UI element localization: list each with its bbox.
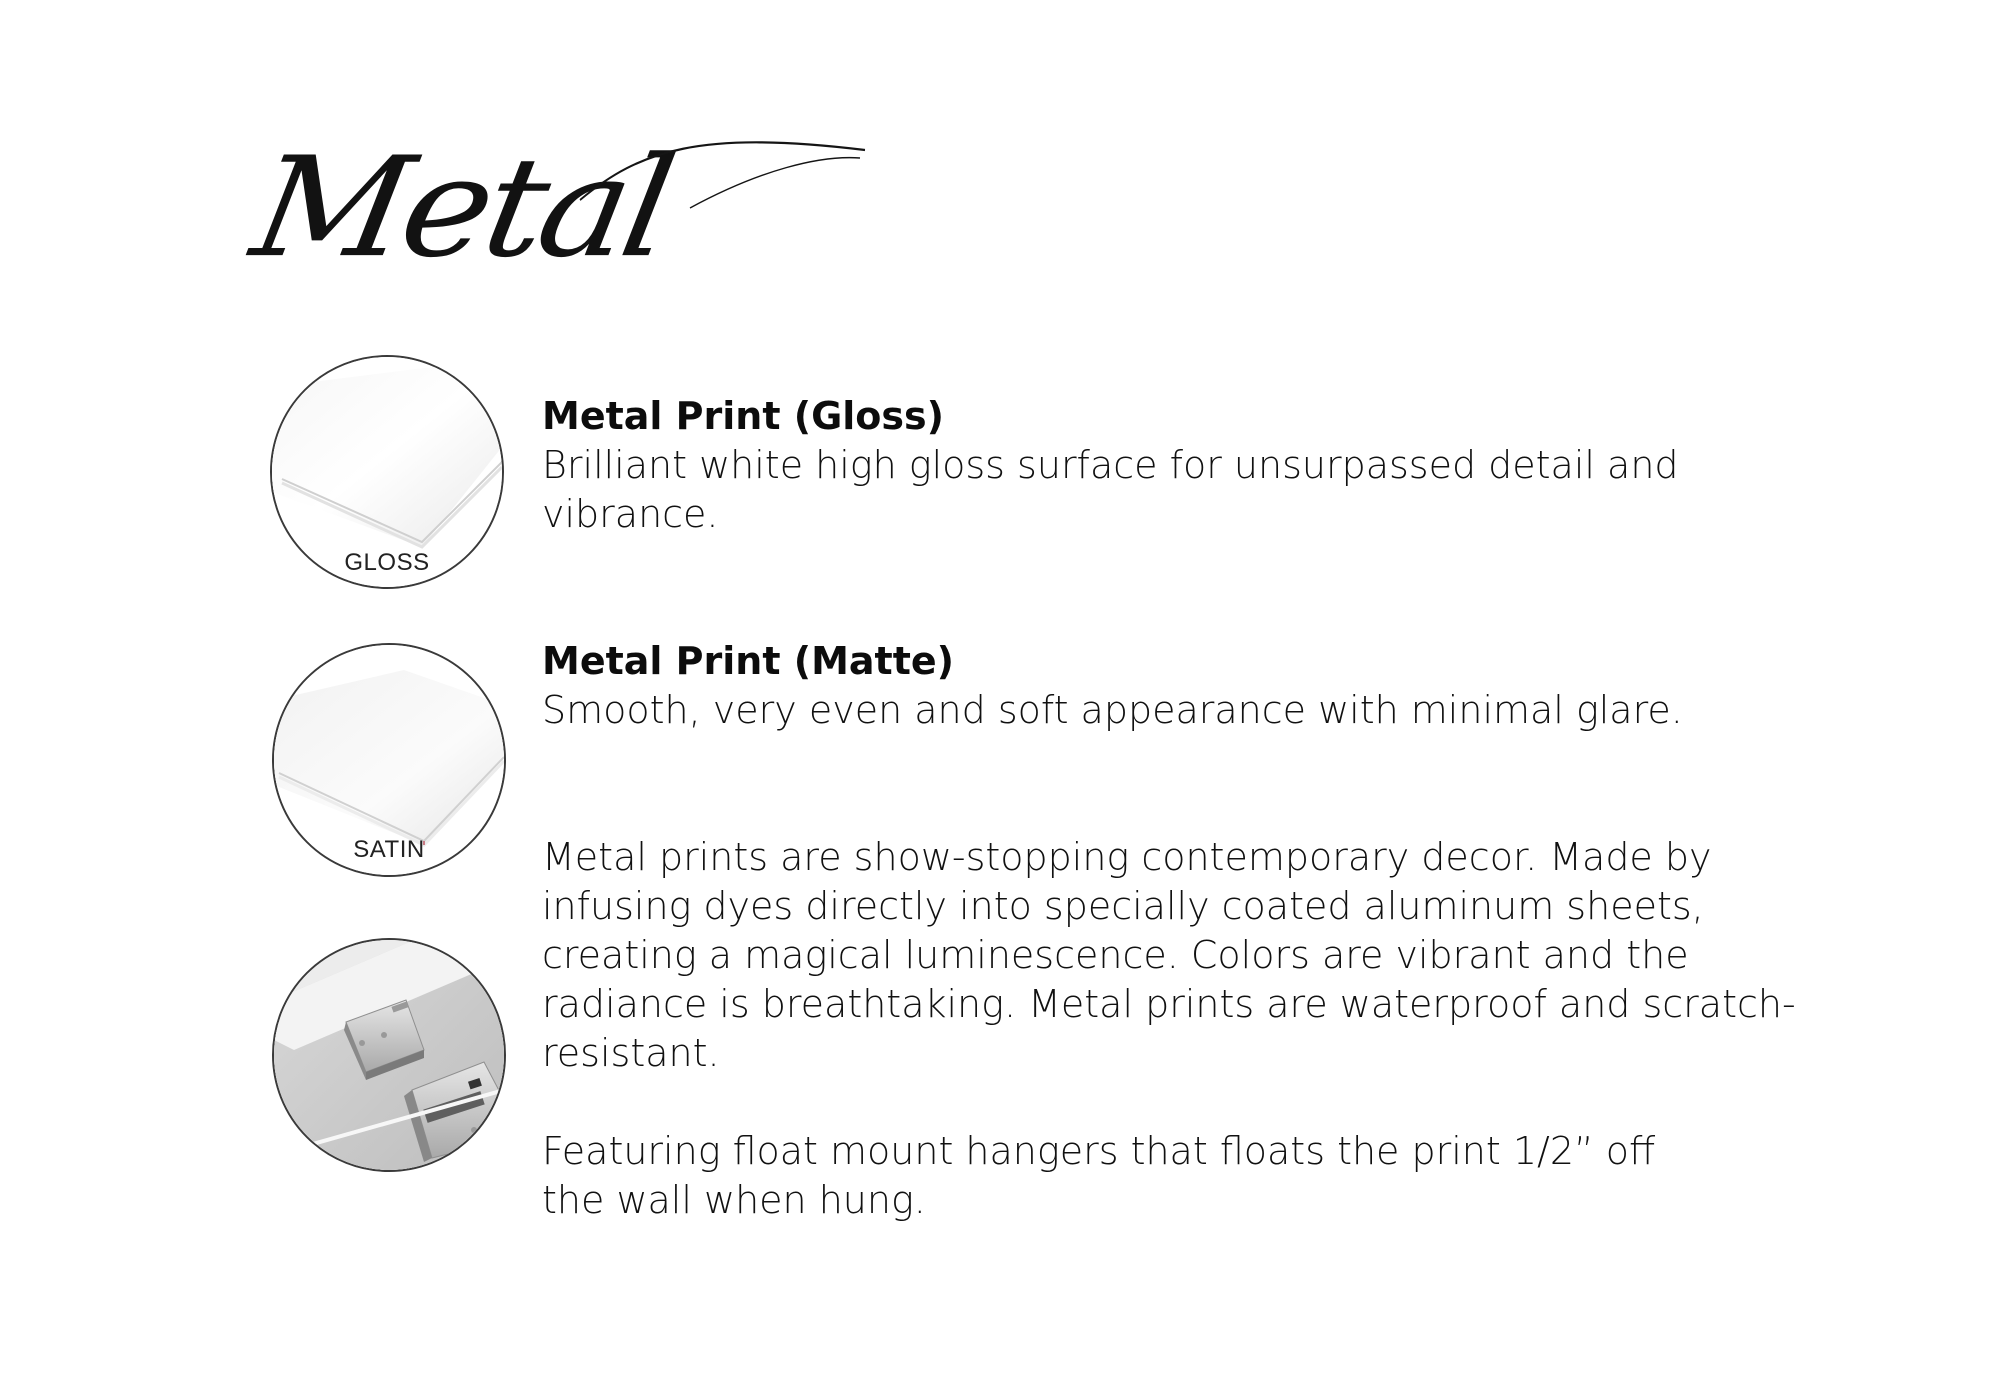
gloss-description-block [542, 392, 1842, 539]
matte-description: Smooth, very even and soft appearance with minimal glare. [542, 688, 1683, 732]
satin-sample-circle [272, 643, 506, 877]
float-mount-line-1: Featuring float mount hangers that floats the print 1/2” off [542, 1129, 1656, 1173]
matte-heading: Metal Print (Matte) [542, 639, 955, 683]
gloss-description: Brilliant white high gloss surface for unsurpassed detail and vibrance. [542, 443, 1679, 536]
float-mount-line-2: the wall when hung. [542, 1178, 926, 1222]
gloss-heading: Metal Print (Gloss) [542, 394, 945, 438]
page-title [242, 128, 880, 300]
float-mount-paragraph [542, 1127, 1842, 1225]
float-mount-hanger-image [274, 940, 504, 1170]
metal-info-paragraph [542, 833, 1822, 1078]
satin-label: SATIN [353, 836, 425, 863]
gloss-sample-circle [270, 355, 504, 589]
title-script-text: Metal [242, 128, 681, 289]
metal-info-text: Metal prints are show-stopping contemporary decor. Made by infusing dyes directly into specially coated aluminum sheets, creating a magical luminescence. Colors are vibrant and the radiance is breathtaking. Metal prints are waterproof and scratch-resistant. [542, 835, 1796, 1075]
matte-description-block [542, 637, 1842, 735]
gloss-label: GLOSS [344, 549, 430, 576]
float-mount-circle [272, 938, 506, 1172]
